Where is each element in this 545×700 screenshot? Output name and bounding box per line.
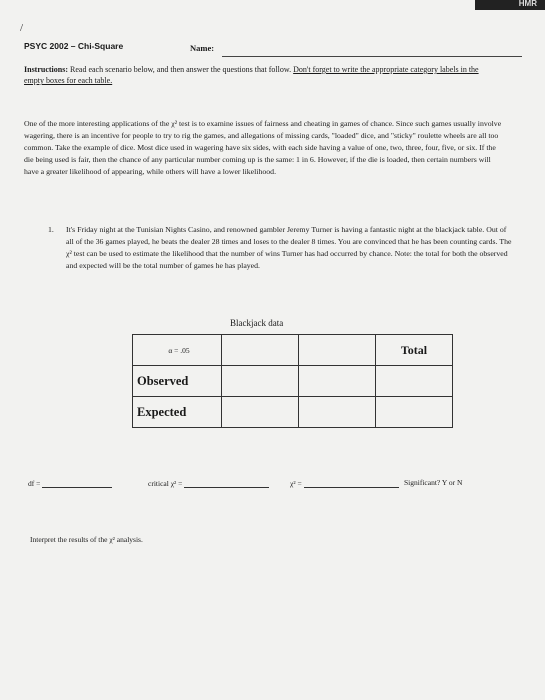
expected-cell-1[interactable] [222, 397, 299, 428]
critical-label: critical χ² = [148, 479, 183, 488]
observed-cell-1[interactable] [222, 366, 299, 397]
chi-blank[interactable] [304, 478, 399, 488]
name-label: Name: [190, 43, 215, 53]
instructions-text: Read each scenario below, and then answer the questions that follow. [70, 65, 292, 74]
alpha-cell: α = .05 [133, 335, 222, 366]
intro-paragraph: One of the more interesting applications of the χ² test is to examine issues of fairness and cheating in games of chance. Since such games usually involve wagering, there is an incentive for people to try to rig the games, and allegations of missing cards, "loaded" dice, and "sticky" roulette wheels are all too common. Take the example of dice. Most dice used in wagering have six sides, with each side having a value of one, two, three, four, five, or six. If the die being used is fair, then the chance of any particular number coming up is the same: 1 in 6. However, if the die is loaded, then certain numbers will have a greater likelihood of appearing, while others will have a lower likelihood. [24, 119, 502, 177]
interpret-prompt: Interpret the results of the χ² analysis. [30, 535, 143, 544]
top-edge-strip [475, 0, 545, 10]
category-cell-1[interactable] [222, 335, 299, 366]
significant-label[interactable]: Significant? Y or N [404, 478, 463, 487]
instructions-label: Instructions: [24, 65, 69, 74]
df-blank[interactable] [42, 478, 112, 488]
expected-total-cell[interactable] [376, 397, 453, 428]
course-title: PSYC 2002 – Chi-Square [24, 41, 124, 51]
chi-field [290, 478, 399, 488]
name-blank[interactable] [222, 56, 522, 57]
observed-cell-2[interactable] [299, 366, 376, 397]
table-title: Blackjack data [230, 318, 284, 328]
instructions [24, 64, 494, 86]
observed-label: Observed [133, 366, 222, 397]
expected-cell-2[interactable] [299, 397, 376, 428]
chi-label: χ² = [290, 479, 302, 488]
table-row [133, 397, 453, 428]
expected-label: Expected [133, 397, 222, 428]
total-header: Total [376, 335, 453, 366]
table-row [133, 366, 453, 397]
table-header-row [133, 335, 453, 366]
instructions-underlined: Don't forget to write the appropriate category labels in the empty boxes for each table. [24, 65, 479, 86]
observed-total-cell[interactable] [376, 366, 453, 397]
question-1 [48, 224, 514, 272]
top-edge-text: HMR [518, 0, 537, 8]
critical-field [148, 478, 269, 488]
df-field [28, 478, 112, 488]
critical-blank[interactable] [184, 478, 269, 488]
question-text: It's Friday night at the Tunisian Nights Casino, and renowned gambler Jeremy Turner is having a fantastic night at the blackjack table. Out of all of the 36 games played, he beats the dealer 28 times and loses to the dealer 8 times. You are convinced that he has been counting cards. The χ² test can be used to estimate the likelihood that the number of wins Turner has had occurred by chance. Note: the total for both the observed and expected will be the total number of games he has played. [66, 225, 512, 271]
df-label: df = [28, 479, 41, 488]
question-number: 1. [48, 225, 54, 234]
blackjack-table [132, 334, 453, 428]
margin-mark: / [20, 22, 24, 34]
category-cell-2[interactable] [299, 335, 376, 366]
